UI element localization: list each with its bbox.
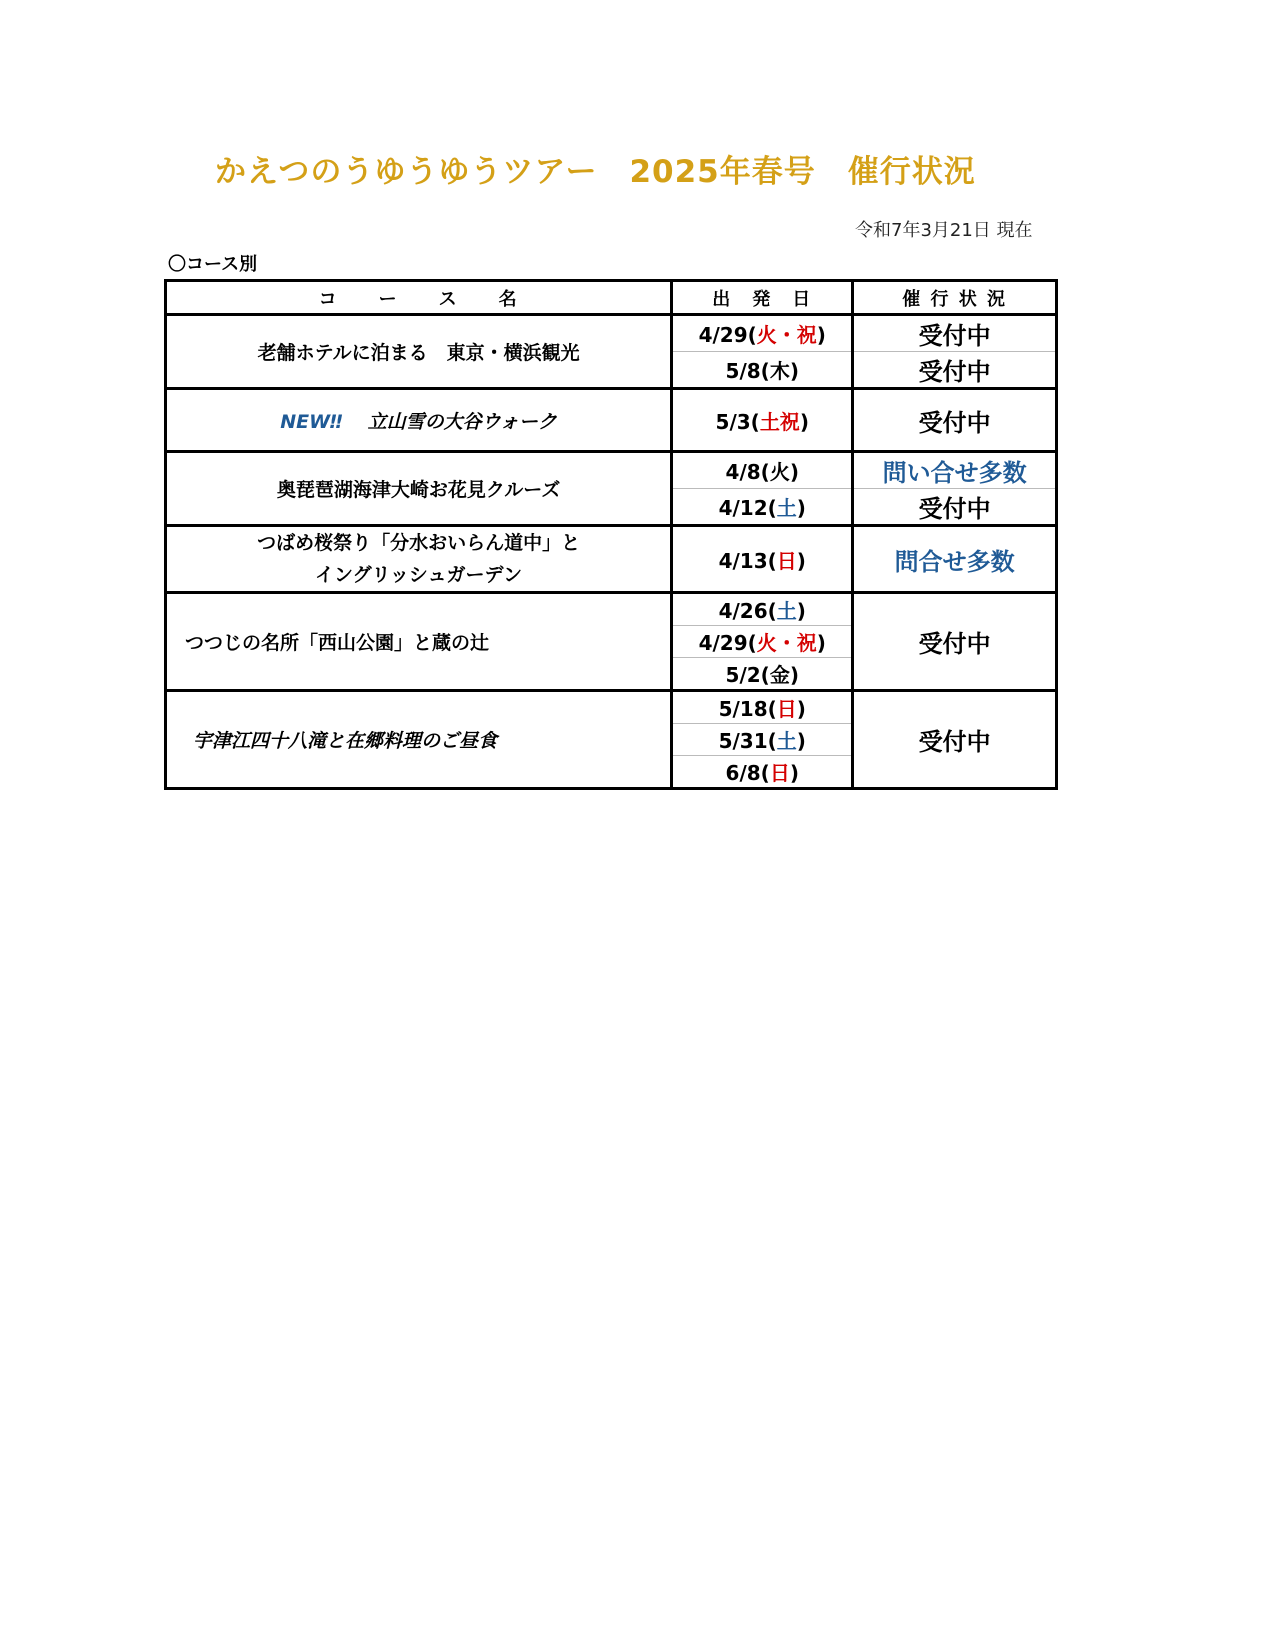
departure-date: 5/3(土祝) [672,389,853,452]
course-name: つばめ桜祭り「分水おいらん道中」と イングリッシュガーデン [166,526,672,593]
departure-date: 6/8(日) [672,756,853,789]
departure-date: 5/18(日) [672,691,853,724]
status-badge: 受付中 [853,315,1057,352]
status-badge: 受付中 [853,389,1057,452]
departure-date: 5/2(金) [672,658,853,691]
header-course: コ ー ス 名 [166,281,672,315]
status-badge: 受付中 [853,691,1057,789]
departure-date: 4/13(日) [672,526,853,593]
status-badge: 問合せ多数 [853,526,1057,593]
departure-date: 4/8(火) [672,452,853,489]
course-name: NEW‼ 立山雪の大谷ウォーク [166,389,672,452]
departure-date: 4/29(火・祝) [672,626,853,658]
section-heading: 〇コース別 [168,254,258,275]
departure-date: 5/8(木) [672,352,853,389]
status-badge: 受付中 [853,489,1057,526]
course-name: 老舗ホテルに泊まる 東京・横浜観光 [166,315,672,389]
page-title: かえつのうゆうゆうツアー 2025年春号 催行状況 [215,154,976,190]
table-row [166,526,1057,593]
status-badge: 問い合せ多数 [853,452,1057,489]
as-of-date: 令和7年3月21日 現在 [855,220,1033,241]
course-name: つつじの名所「西山公園」と蔵の辻 [166,593,672,691]
table-header-row [166,281,1057,315]
departure-date: 5/31(土) [672,724,853,756]
status-badge: 受付中 [853,352,1057,389]
course-name: 宇津江四十八滝と在郷料理のご昼食 [166,691,672,789]
table-row [166,315,1057,352]
course-name: 奥琵琶湖海津大崎お花見クルーズ [166,452,672,526]
table-row [166,389,1057,452]
status-badge: 受付中 [853,593,1057,691]
table-row [166,691,1057,724]
header-departure: 出 発 日 [672,281,853,315]
table-row [166,452,1057,489]
departure-date: 4/26(土) [672,593,853,626]
header-status: 催 行 状 況 [853,281,1057,315]
new-badge: NEW‼ [280,410,343,433]
departure-date: 4/29(火・祝) [672,315,853,352]
table-row [166,593,1057,626]
tour-status-table [164,279,1058,790]
departure-date: 4/12(土) [672,489,853,526]
